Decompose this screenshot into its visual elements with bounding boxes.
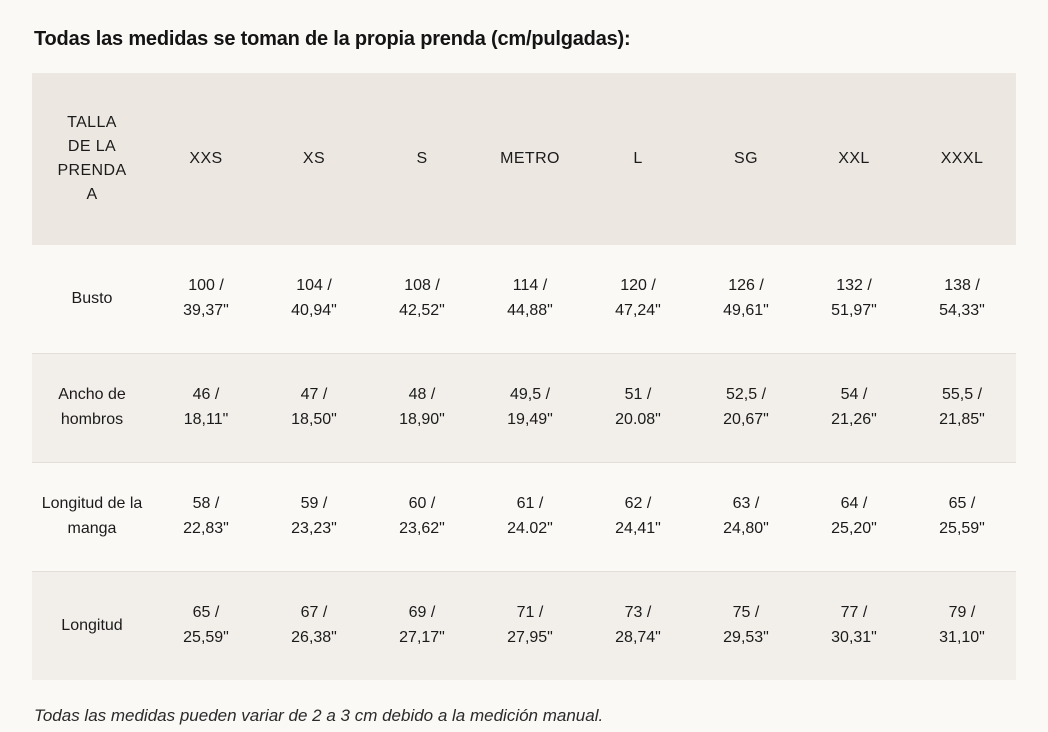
cell-busto-sg — [692, 245, 800, 354]
cell-line-bottom: 18,11" — [183, 411, 229, 428]
cell-line-top: 100 / — [188, 277, 224, 295]
table-row — [32, 245, 1016, 354]
column-header-xxs: XXS — [189, 149, 223, 167]
column-header-l: L — [633, 149, 643, 167]
column-header-xs: XS — [302, 149, 326, 167]
cell-line-top: 55,5 / — [941, 386, 983, 404]
cell-line-top: 63 / — [732, 495, 760, 513]
cell-line-top: 61 / — [516, 495, 544, 513]
cell-line-top: 126 / — [728, 277, 764, 295]
cell-line-bottom: 20,67" — [723, 411, 769, 428]
cell-line-top: 73 / — [624, 604, 652, 622]
cell-line-bottom: 39,37" — [183, 302, 229, 319]
cell-busto-xxxl — [908, 245, 1016, 354]
corner-line-1: TALLA — [67, 114, 117, 131]
cell-line-top: 46 / — [192, 386, 220, 404]
cell-line-bottom: 21,26" — [831, 411, 877, 428]
cell-line-bottom: 22,83" — [183, 520, 229, 537]
cell-manga-s — [368, 463, 476, 572]
cell-line-bottom: 27,95" — [507, 629, 553, 646]
cell-line-top: 48 / — [408, 386, 436, 404]
cell-line-bottom: 24,80" — [723, 520, 769, 537]
cell-line-bottom: 24,41" — [615, 520, 661, 537]
cell-line-top: 54 / — [840, 386, 868, 404]
cell-line-top: 71 / — [516, 604, 544, 622]
cell-hombros-s — [368, 354, 476, 463]
cell-longitud-s — [368, 572, 476, 681]
cell-busto-l — [584, 245, 692, 354]
cell-line-bottom: 18,90" — [399, 411, 445, 428]
cell-line-top: 59 / — [300, 495, 328, 513]
cell-line-top: 51 / — [624, 386, 652, 404]
cell-line-top: 108 / — [404, 277, 440, 295]
cell-line-bottom: 23,23" — [291, 520, 337, 537]
cell-line-top: 47 / — [300, 386, 328, 404]
cell-line-top: 104 / — [296, 277, 332, 295]
cell-line-bottom: 28,74" — [615, 629, 661, 646]
column-header-xxxl: XXXL — [940, 149, 984, 167]
cell-line-bottom: 24.02" — [507, 520, 553, 537]
header-row — [32, 73, 1016, 245]
cell-line-top: 60 / — [408, 495, 436, 513]
cell-line-bottom: 42,52" — [399, 302, 445, 319]
cell-longitud-xxl — [800, 572, 908, 681]
cell-line-bottom: 19,49" — [507, 411, 553, 428]
cell-busto-xxs — [152, 245, 260, 354]
cell-line-top: 69 / — [408, 604, 436, 622]
page-title: Todas las medidas se toman de la propia prenda (cm/pulgadas): — [34, 28, 631, 50]
cell-manga-l — [584, 463, 692, 572]
table-row — [32, 354, 1016, 463]
cell-hombros-metro — [476, 354, 584, 463]
cell-line-top: 114 / — [512, 277, 548, 295]
column-header-corner — [32, 73, 152, 245]
cell-busto-xxl — [800, 245, 908, 354]
cell-manga-metro — [476, 463, 584, 572]
cell-line-top: 65 / — [948, 495, 976, 513]
cell-longitud-metro — [476, 572, 584, 681]
cell-line-top: 65 / — [192, 604, 220, 622]
cell-line-top: 58 / — [192, 495, 220, 513]
cell-hombros-xxs — [152, 354, 260, 463]
cell-hombros-xs — [260, 354, 368, 463]
table-row — [32, 463, 1016, 572]
cell-line-top: 79 / — [948, 604, 976, 622]
cell-hombros-xxl — [800, 354, 908, 463]
cell-line-bottom: 18,50" — [291, 411, 337, 428]
cell-manga-sg — [692, 463, 800, 572]
cell-line-top: 75 / — [732, 604, 760, 622]
cell-line-top: 64 / — [840, 495, 868, 513]
cell-manga-xxs — [152, 463, 260, 572]
cell-line-bottom: 54,33" — [939, 302, 985, 319]
cell-line-bottom: 47,24" — [615, 302, 661, 319]
footnote: Todas las medidas pueden variar de 2 a 3 cm debido a la medición manual. — [34, 706, 604, 725]
cell-hombros-l — [584, 354, 692, 463]
table-body — [32, 245, 1016, 680]
cell-busto-xs — [260, 245, 368, 354]
cell-longitud-l — [584, 572, 692, 681]
cell-line-bottom: 51,97" — [831, 302, 877, 319]
cell-line-top: 138 / — [944, 277, 980, 295]
cell-line-top: 52,5 / — [725, 386, 767, 404]
cell-line-top: 62 / — [624, 495, 652, 513]
cell-line-bottom: 44,88" — [507, 302, 553, 319]
cell-line-bottom: 30,31" — [831, 629, 877, 646]
cell-manga-xs — [260, 463, 368, 572]
cell-line-top: 120 / — [620, 277, 656, 295]
column-header-metro: METRO — [500, 149, 560, 167]
cell-line-bottom: 25,20" — [831, 520, 877, 537]
cell-line-bottom: 40,94" — [291, 302, 337, 319]
cell-line-bottom: 20.08" — [615, 411, 661, 428]
column-header-s: S — [416, 149, 428, 167]
cell-line-bottom: 27,17" — [399, 629, 445, 646]
table-header — [32, 73, 1016, 245]
cell-line-top: 67 / — [300, 604, 328, 622]
cell-manga-xxl — [800, 463, 908, 572]
cell-line-bottom: 29,53" — [723, 629, 769, 646]
cell-hombros-sg — [692, 354, 800, 463]
cell-longitud-sg — [692, 572, 800, 681]
cell-busto-metro — [476, 245, 584, 354]
row-label-longitud-de-la-manga: Longitud de la manga — [32, 463, 152, 572]
cell-line-bottom: 25,59" — [183, 629, 229, 646]
cell-line-top: 132 / — [836, 277, 872, 295]
cell-line-bottom: 31,10" — [939, 629, 985, 646]
cell-line-top: 77 / — [840, 604, 868, 622]
cell-manga-xxxl — [908, 463, 1016, 572]
row-label-longitud: Longitud — [32, 572, 152, 681]
cell-hombros-xxxl — [908, 354, 1016, 463]
cell-line-bottom: 25,59" — [939, 520, 985, 537]
corner-line-3: PRENDA — [57, 162, 127, 179]
row-label-ancho-de-hombros: Ancho de hombros — [32, 354, 152, 463]
cell-line-bottom: 23,62" — [399, 520, 445, 537]
cell-line-bottom: 26,38" — [291, 629, 337, 646]
column-header-sg: SG — [734, 149, 758, 167]
cell-longitud-xxs — [152, 572, 260, 681]
row-label-busto: Busto — [71, 289, 113, 307]
table-row — [32, 572, 1016, 681]
corner-line-4: A — [86, 186, 98, 203]
cell-line-bottom: 21,85" — [939, 411, 985, 428]
cell-longitud-xs — [260, 572, 368, 681]
size-chart-table — [32, 73, 1016, 680]
cell-line-top: 49,5 / — [509, 386, 551, 404]
cell-longitud-xxxl — [908, 572, 1016, 681]
cell-line-bottom: 49,61" — [723, 302, 769, 319]
cell-busto-s — [368, 245, 476, 354]
corner-line-2: DE LA — [67, 138, 117, 155]
column-header-xxl: XXL — [838, 149, 870, 167]
